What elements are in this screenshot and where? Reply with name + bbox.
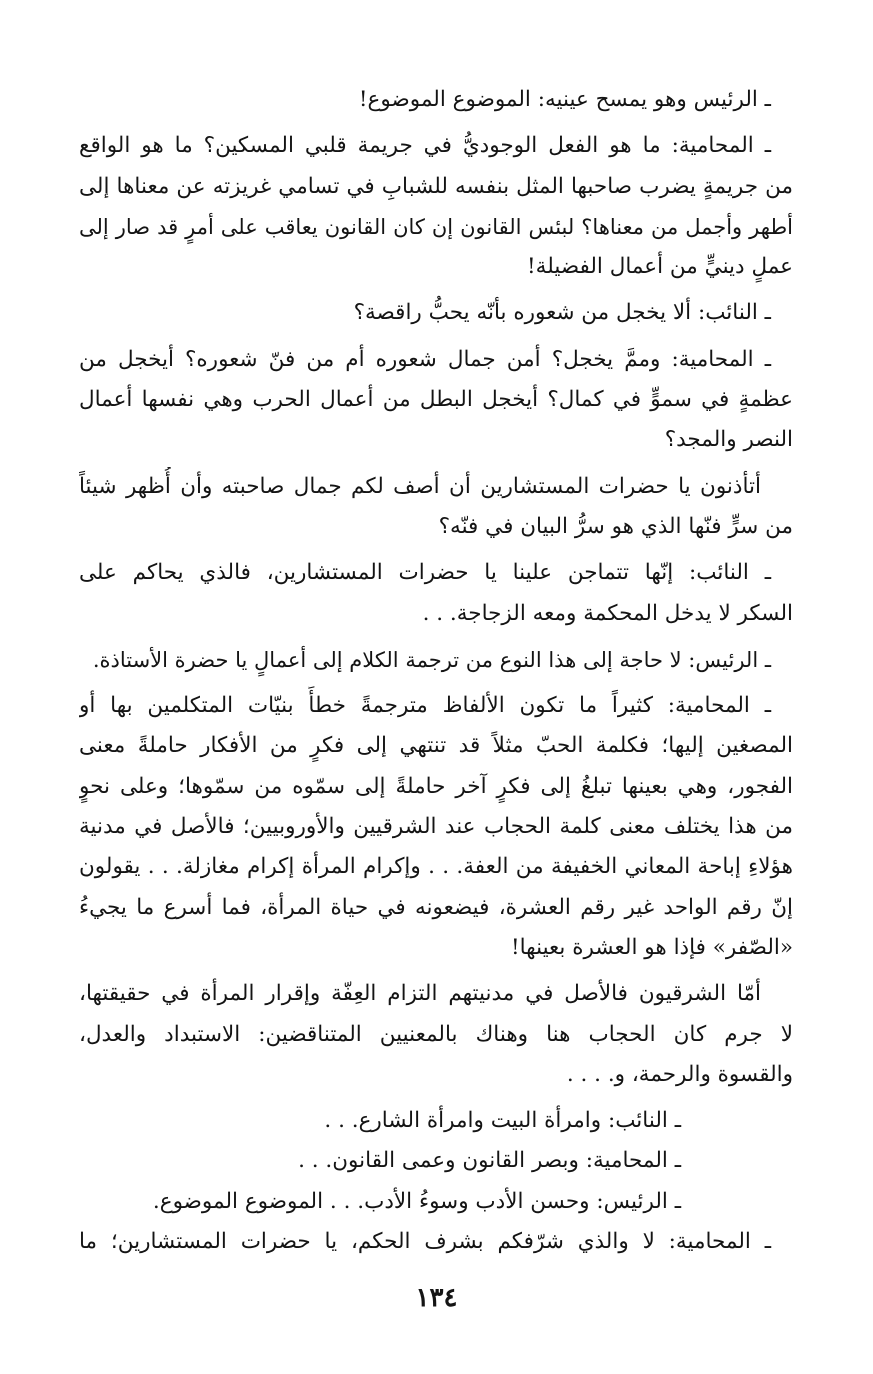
paragraph-line: أتأذنون يا حضرات المستشارين أن أصف لكم جمال صاحبته وأن أُظهر شيئاً [79,473,761,499]
text-line: هؤلاءِ إباحة المعاني الخفيفة من العفة. . . وإكرام المرأة إكرام مغازلة. . . يقولون [79,854,793,880]
dialogue-line: ـ المحامية: وبصر القانون وعمى القانون. . . [298,1148,681,1174]
text-line: «الصّفر» فإذا هو العشرة بعينها! [510,934,793,960]
text-line: لا جرم كان الحجاب هنا وهناك بالمعنيين المتناقضين: الاستبداد والعدل، [79,1021,793,1047]
dialogue-line: ـ المحامية: وممَّ يخجل؟ أمن جمال شعوره أم من فنّ شعوره؟ أيخجل من [79,346,771,372]
text-line: إنّ رقم الواحد غير رقم العشرة، فيضعونه في حياة المرأة، فما أسرع ما يجيءُ [79,894,793,920]
paragraph-line: أمّا الشرقيون فالأصل في مدنيتهم التزام العِفّة وإقرار المرأة في حقيقتها، [79,981,761,1007]
text-line: عملٍ دينيٍّ من أعمال الفضيلة! [527,254,793,280]
text-line: من هذا يختلف معنى كلمة الحجاب عند الشرقيين والأوروبيين؛ فالأصل في مدنية [79,814,793,840]
page-number: ١٣٤ [415,1283,458,1313]
text-line: والقسوة والرحمة، و. . . . [566,1061,793,1087]
dialogue-line: ـ النائب: ألا يخجل من شعوره بأنّه يحبُّ راقصة؟ [353,300,771,326]
text-line: من جريمةٍ يضرب صاحبها المثل بنفسه للشبابِ في تسامي غريزته عن معناها إلى [79,173,793,199]
dialogue-line: ـ الرئيس وهو يمسح عينيه: الموضوع الموضوع! [358,87,771,112]
dialogue-line: ـ النائب: إنّها تتماجن علينا يا حضرات المستشارين، فالذي يحاكم على [79,560,771,586]
dialogue-line: ـ المحامية: لا والذي شرّفكم بشرف الحكم، يا حضرات المستشارين؛ ما [79,1229,771,1255]
dialogue-line: ـ الرئيس: لا حاجة إلى هذا النوع من ترجمة الكلام إلى أعمالٍ يا حضرة الأستاذة. [92,647,771,672]
text-line: من سرٍّ فنّها الذي هو سرُّ البيان في فنّه؟ [438,513,793,539]
dialogue-line: ـ النائب: وامرأة البيت وامرأة الشارع. . . [324,1108,681,1134]
text-line: أطهر وأجمل من معناها؟ لبئس القانون إن كان القانون يعاقب على أمرٍ قد صار إلى [79,214,793,239]
text-line: السكر لا يدخل المحكمة ومعه الزجاجة. . . [422,600,793,626]
dialogue-line: ـ الرئيس: وحسن الأدب وسوءُ الأدب. . . الموضوع الموضوع. [152,1188,681,1214]
dialogue-line: ـ المحامية: كثيراً ما تكون الألفاظ مترجمةً خطأً بنيّات المتكلمين بها أو [79,693,771,719]
text-line: المصغين إليها؛ فكلمة الحبّ مثلاً قد تنتهي إلى فكرٍ من الأفكار حاملةً معنى [79,733,793,759]
book-page-text [79,80,793,1262]
text-line: الفجور، وهي بعينها تبلغُ إلى فكرٍ آخر حاملةً إلى سمّوه من سمّوها؛ وعلى نحوٍ [79,773,793,799]
text-line: النصر والمجد؟ [664,427,793,453]
text-line: عظمةٍ في سموٍّ في كمال؟ أيخجل البطل من أعمال الحرب وهي نفسها أعمال [79,387,793,413]
dialogue-line: ـ المحامية: ما هو الفعل الوجوديُّ في جريمة قلبي المسكين؟ ما هو الواقع [79,133,771,159]
